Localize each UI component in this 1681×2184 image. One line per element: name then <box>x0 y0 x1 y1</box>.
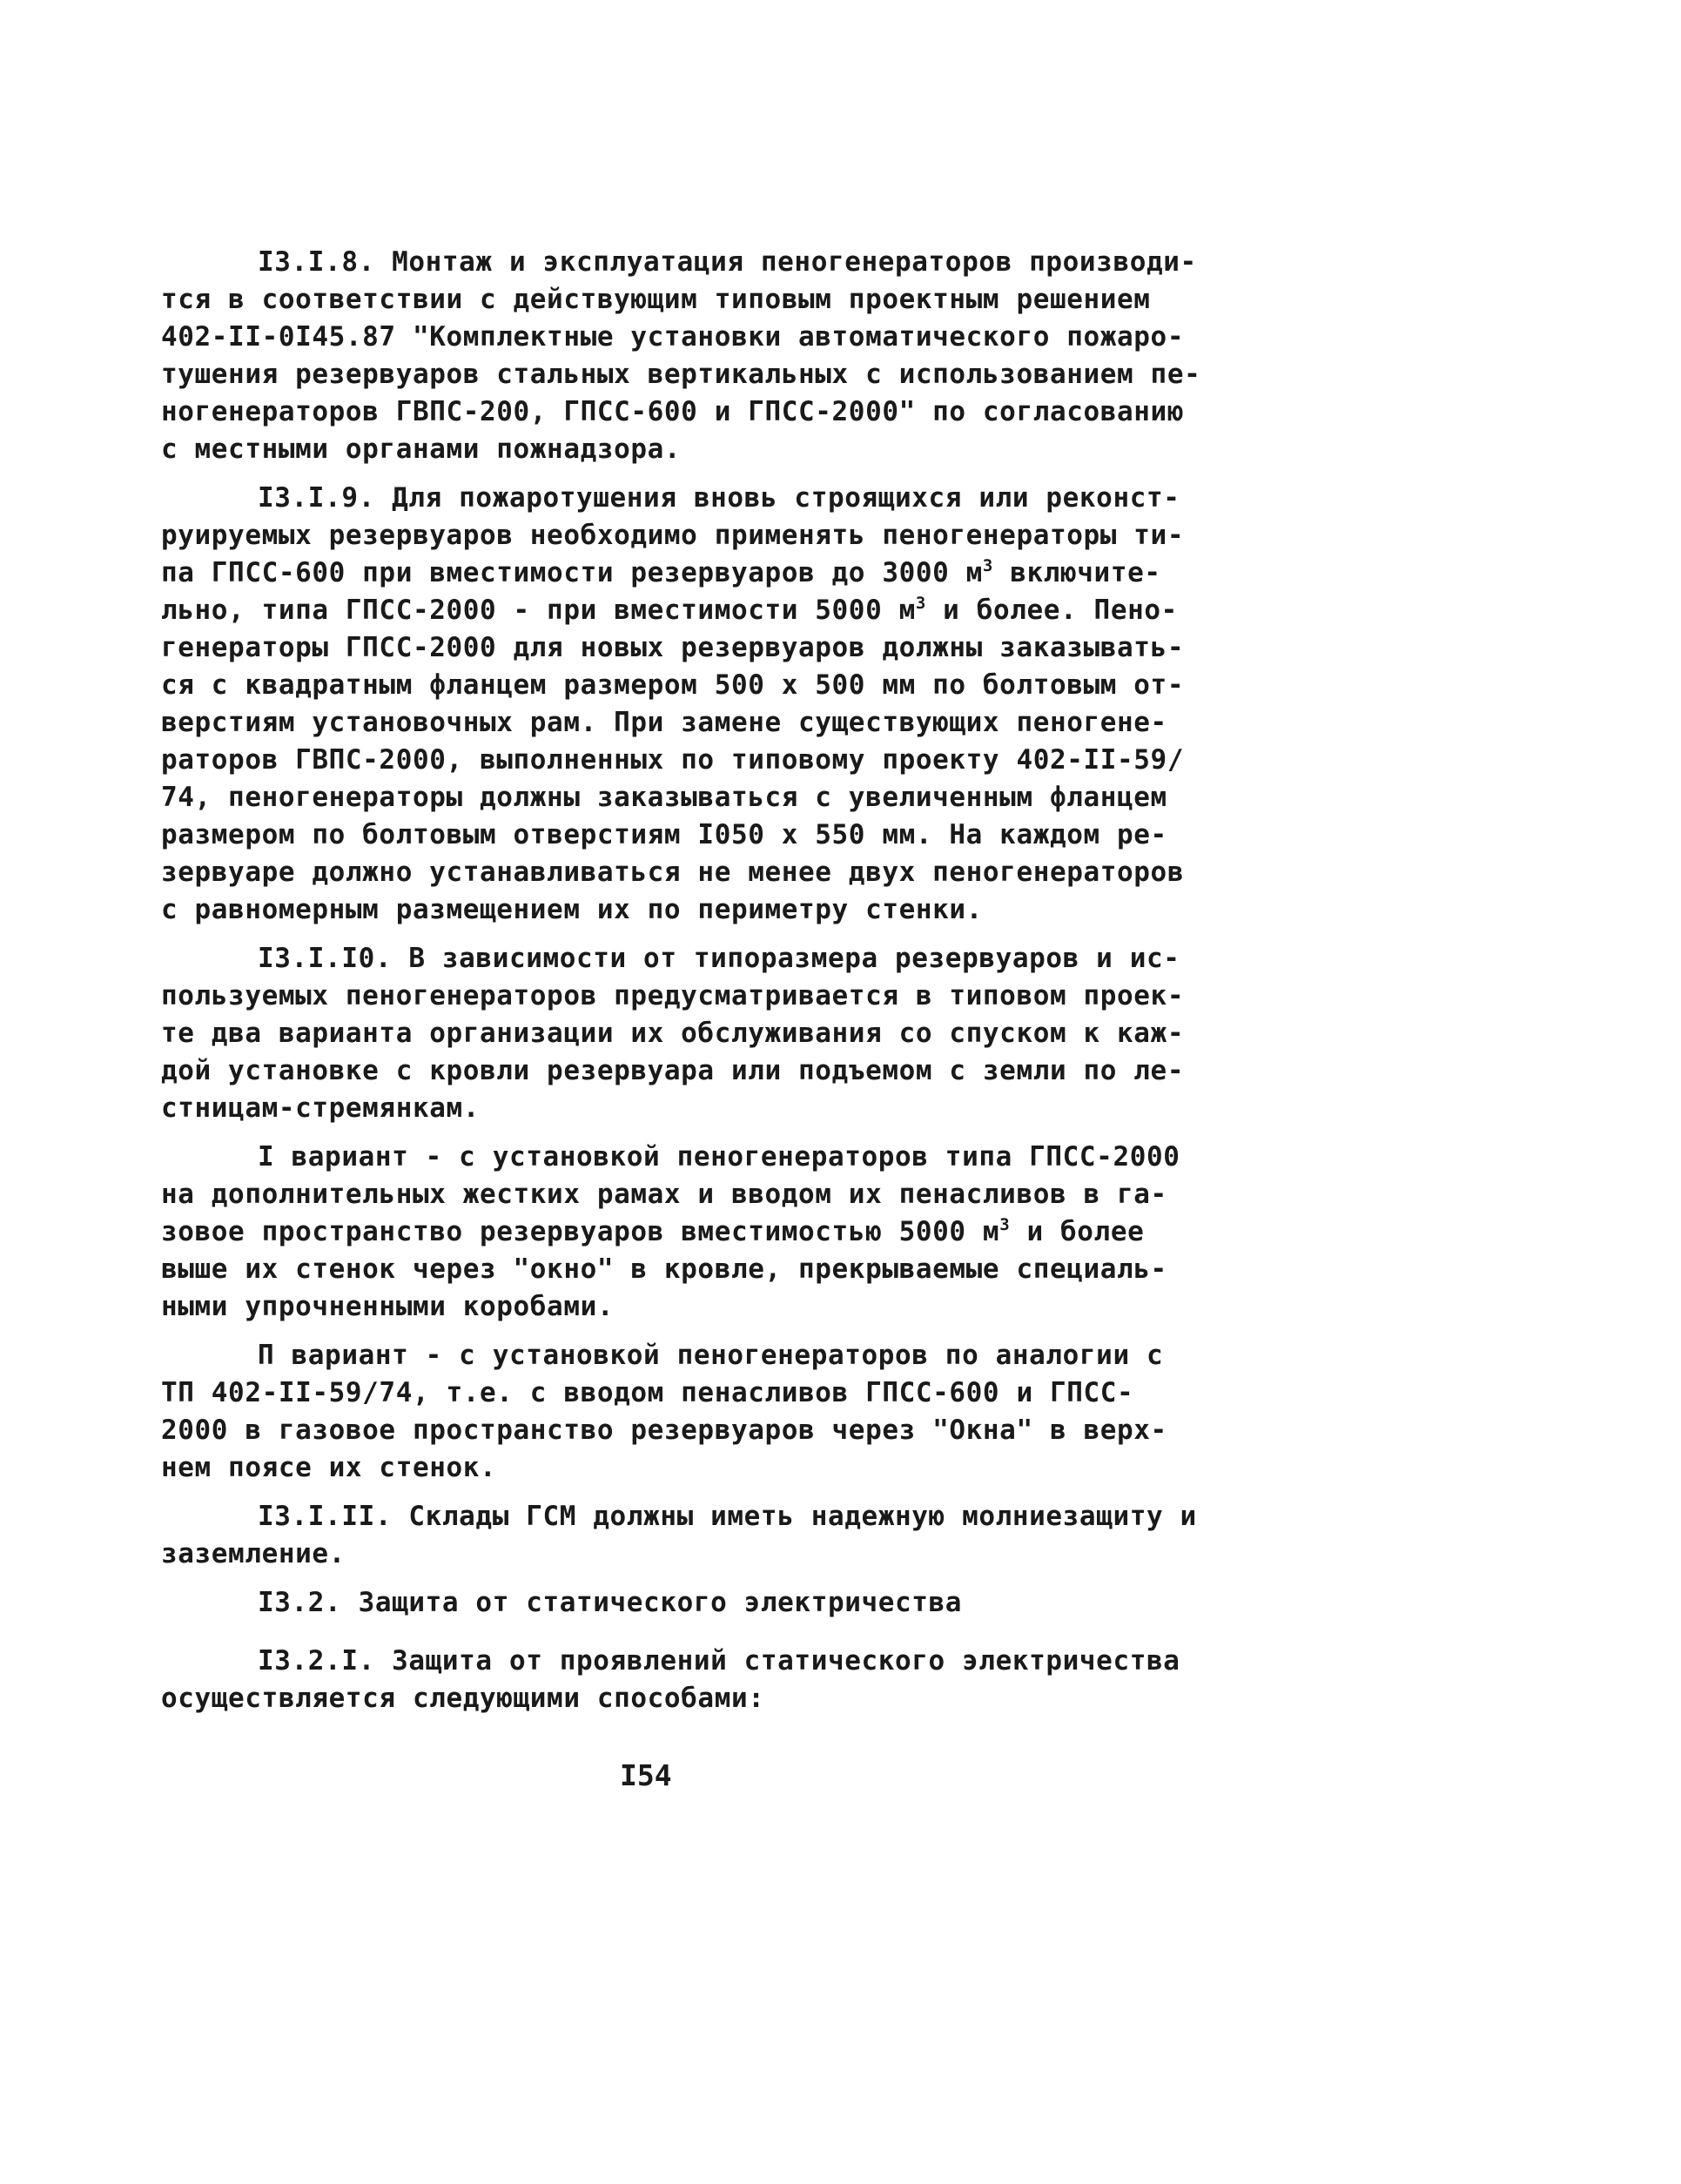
text-line: тся в соответствии с действующим типовым проектным решением <box>161 284 1151 315</box>
text-line: те два варианта организации их обслуживания со спуском к каж- <box>161 1018 1185 1049</box>
text-line-with-superscript: зовое пространство резервуаров вместимостью 5000 $м^3$ и более <box>161 1215 1145 1247</box>
text-line: генераторы ГПСС-2000 для новых резервуаров должны заказывать- <box>161 632 1185 663</box>
text-line: I вариант - с установкой пеногенераторов типа ГПСС-2000 <box>258 1141 1180 1173</box>
text-line: раторов ГВПС-2000, выполненных по типовому проекту 402-II-59/ <box>161 744 1185 776</box>
text-line: осуществляется следующими способами: <box>161 1683 765 1714</box>
text-line: заземление. <box>161 1538 346 1569</box>
text-line: пользуемых пеногенераторов предусматривается в типовом проек- <box>161 980 1185 1011</box>
text-line: стницам-стремянкам. <box>161 1092 481 1124</box>
text-line: нем поясе их стенок. <box>161 1452 497 1483</box>
text-line: I3.I.II. Склады ГСМ должны иметь надежную молниезащиту и <box>258 1501 1197 1532</box>
text-line: 402-II-0I45.87 "Комплектные установки автоматического пожаро- <box>161 321 1185 353</box>
text-line: I3.2.I. Защита от проявлений статического электричества <box>258 1645 1180 1677</box>
text-line-with-superscript: льно, типа ГПСС-2000 - при вместимости 5000 $м^3$ и более. Пено- <box>161 594 1178 626</box>
text-line: I3.I.8. Монтаж и эксплуатация пеногенераторов производи- <box>258 246 1197 278</box>
text-line: ТП 402-II-59/74, т.е. с вводом пенасливов ГПСС-600 и ГПСС- <box>161 1377 1134 1408</box>
text-line: 74, пеногенераторы должны заказываться с увеличенным фланцем <box>161 782 1167 813</box>
text-line: верстиям установочных рам. При замене существующих пеногене- <box>161 707 1167 738</box>
text-line: I3.I.9. Для пожаротушения вновь строящихся или реконст- <box>258 482 1180 514</box>
text-line: ся с квадратным фланцем размером 500 х 500 мм по болтовым от- <box>161 669 1185 701</box>
text-line: размером по болтовым отверстиям I050 х 550 мм. На каждом ре- <box>161 819 1167 850</box>
text-line: с равномерным размещением их по периметру стенки. <box>161 894 983 925</box>
text-line: тушения резервуаров стальных вертикальных с использованием пе- <box>161 359 1201 390</box>
text-line: руируемых резервуаров необходимо применять пеногенераторы ти- <box>161 520 1185 551</box>
text-line: на дополнительных жестких рамах и вводом их пенасливов в га- <box>161 1179 1167 1210</box>
text-line: зервуаре должно устанавливаться не менее двух пеногенераторов <box>161 857 1185 888</box>
text-line: ными упрочненными коробами. <box>161 1291 615 1322</box>
text-line: с местными органами пожнадзора. <box>161 433 682 465</box>
text-line: дой установке с кровли резервуара или подъемом с земли по ле- <box>161 1055 1185 1086</box>
page-number: I54 <box>620 1758 672 1792</box>
section-heading: I3.2. Защита от статического электричества <box>258 1587 963 1618</box>
text-line: выше их стенок через "окно" в кровле, прекрываемые специаль- <box>161 1253 1167 1285</box>
text-line: I3.I.I0. В зависимости от типоразмера резервуаров и ис- <box>258 943 1180 974</box>
text-line: 2000 в газовое пространство резервуаров через "Окна" в верх- <box>161 1415 1167 1446</box>
text-line: ногенераторов ГВПС-200, ГПСС-600 и ГПСС-2000" по согласованию <box>161 396 1185 427</box>
text-line-with-superscript: па ГПСС-600 при вместимости резервуаров до 3000 $м^3$ включите- <box>161 556 1161 588</box>
text-line: П вариант - с установкой пеногенераторов по аналогии с <box>258 1340 1164 1371</box>
